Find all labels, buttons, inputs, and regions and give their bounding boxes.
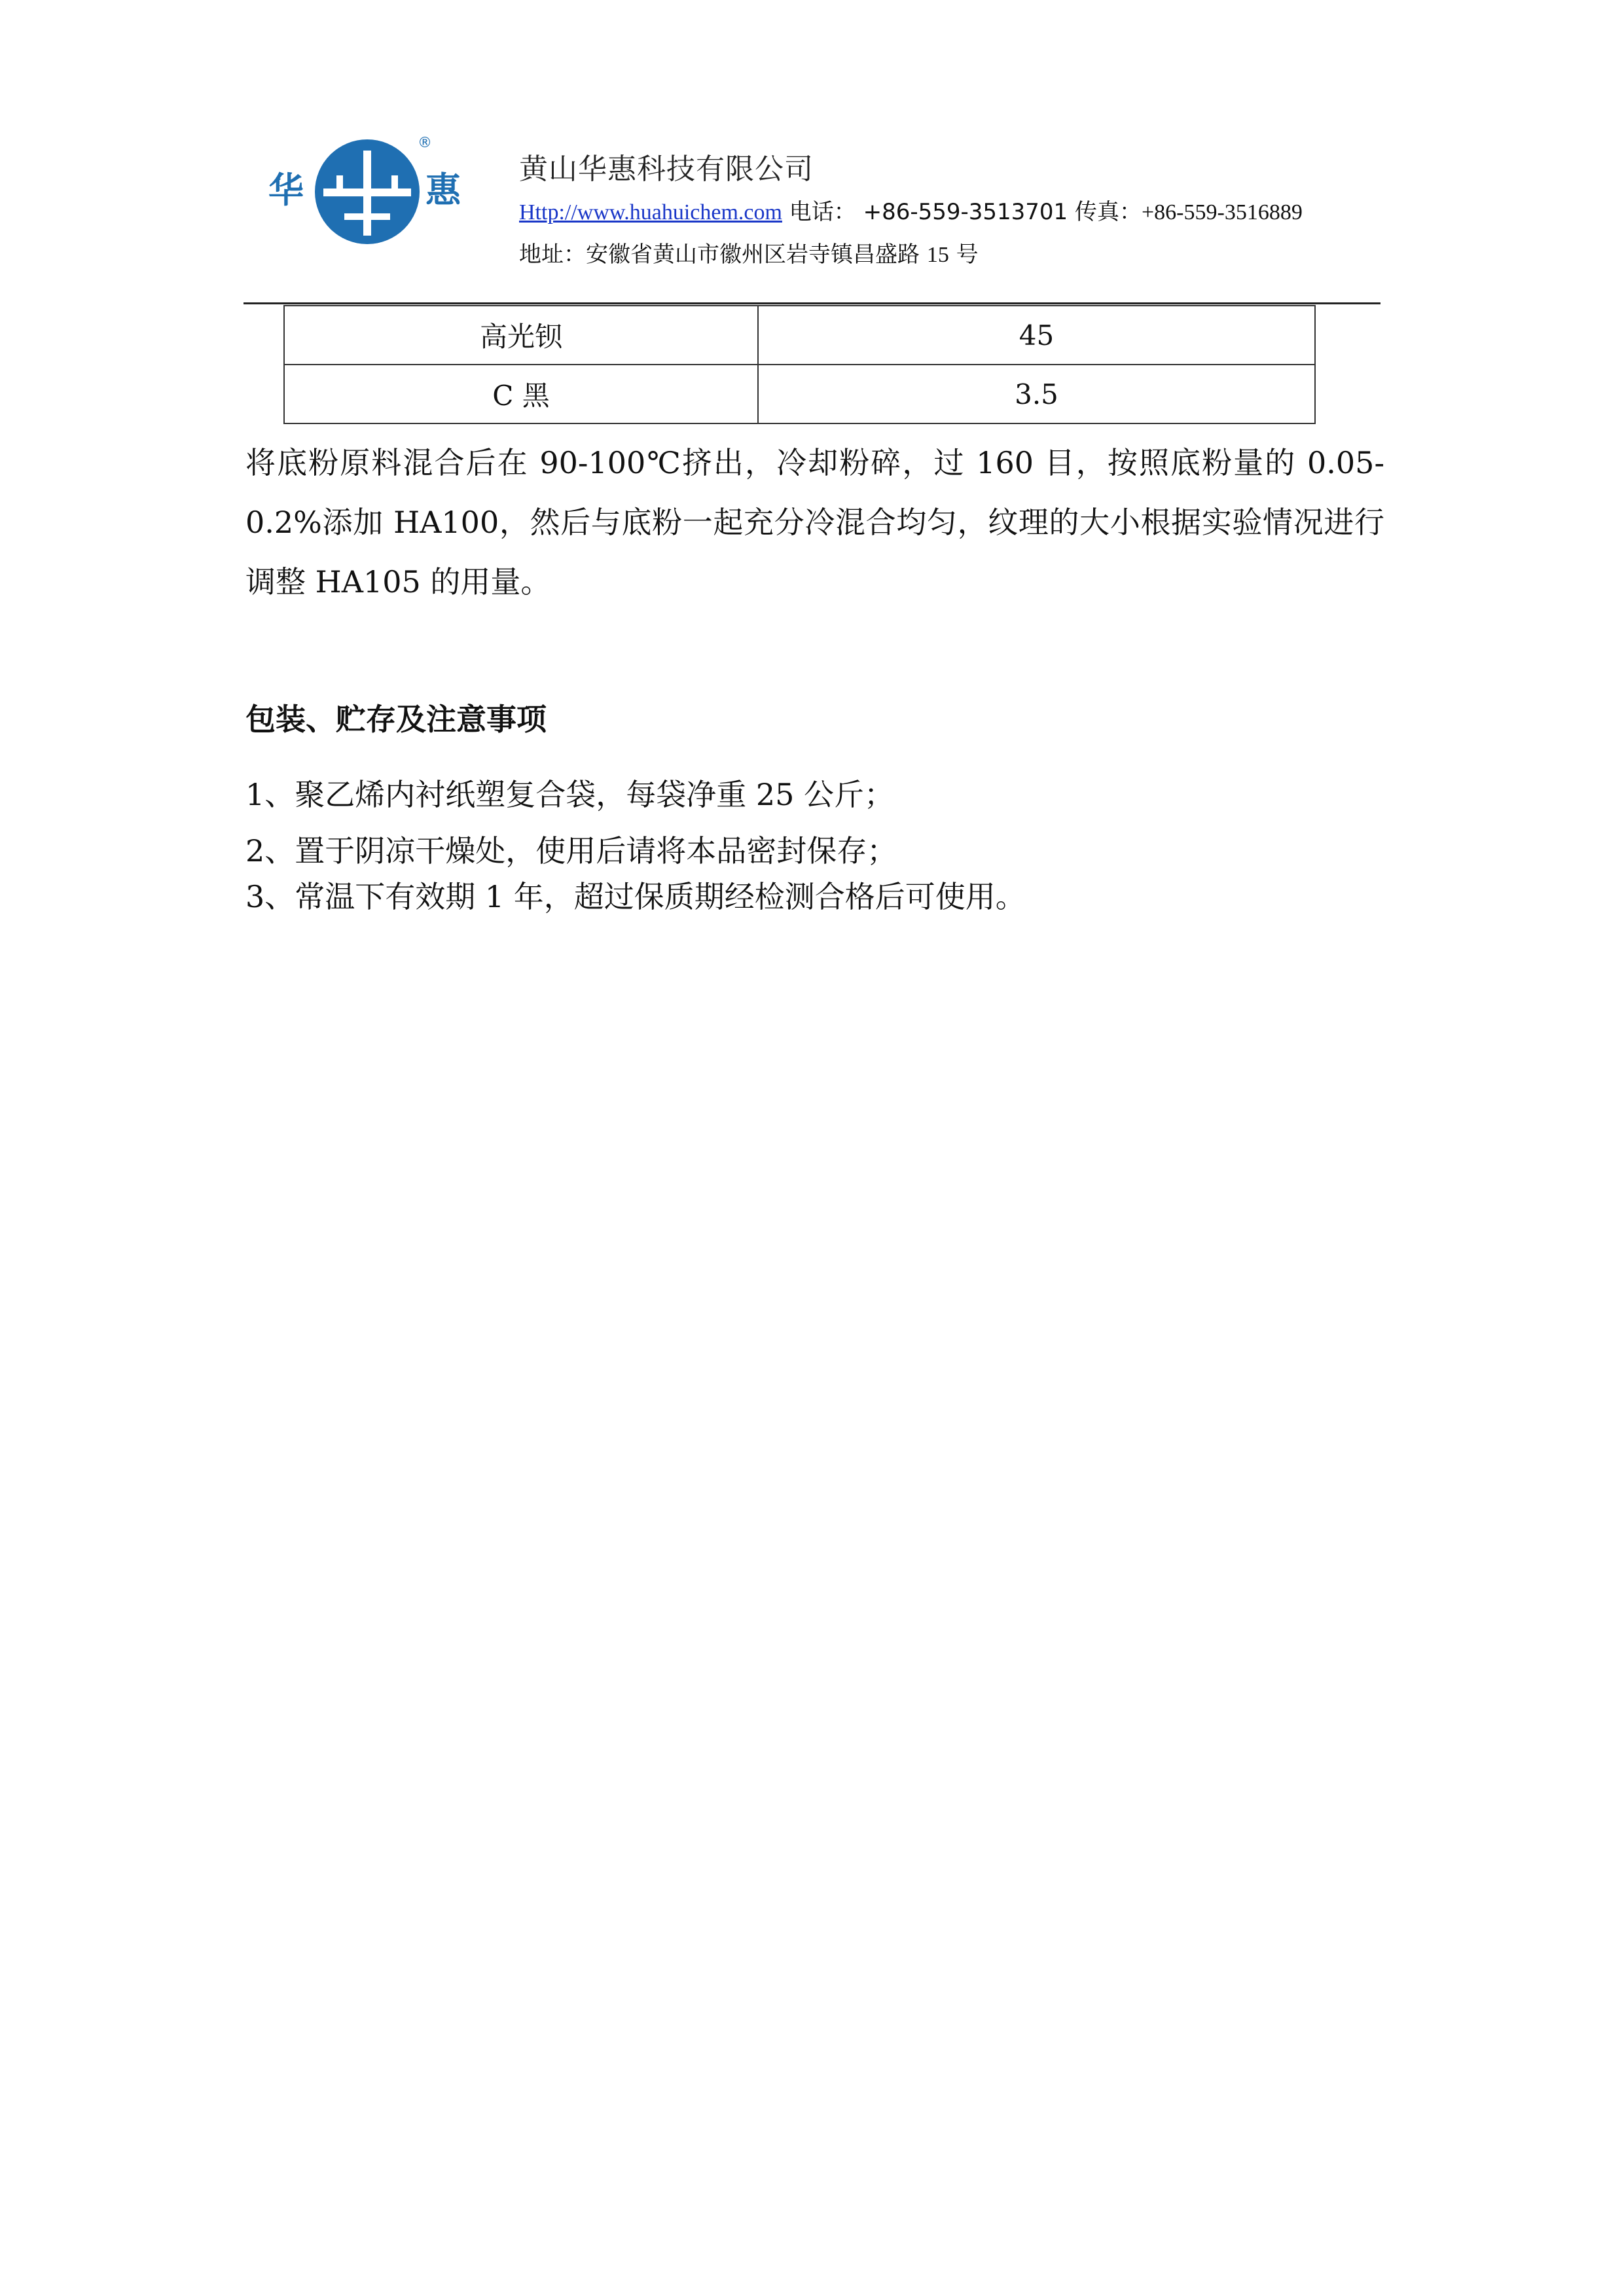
formula-table bbox=[283, 305, 1316, 424]
address-number: 15 bbox=[926, 243, 949, 267]
table-row bbox=[284, 306, 1315, 365]
packaging-section-title: 包装、贮存及注意事项 bbox=[245, 702, 547, 737]
logo-char-hua: 华 bbox=[268, 170, 304, 211]
table-cell-name: 高光钡 bbox=[284, 306, 758, 365]
phone-label: 电话： bbox=[789, 199, 856, 225]
address-line bbox=[519, 236, 979, 268]
table-cell-value: 45 bbox=[758, 306, 1315, 365]
table-cell-name: C 黑 bbox=[284, 365, 758, 423]
company-logo bbox=[262, 131, 471, 255]
list-item: 2、置于阴凉干燥处，使用后请将本品密封保存； bbox=[245, 833, 897, 869]
company-name: 黄山华惠科技有限公司 bbox=[519, 152, 814, 186]
fax-label: 传真： bbox=[1075, 199, 1142, 225]
table-cell-value: 3.5 bbox=[758, 365, 1315, 423]
process-paragraph: 将底粉原料混合后在 90-100℃挤出，冷却粉碎，过 160 目，按照底粉量的 0.05-0.2%添加 HA100，然后与底粉一起充分冷混合均匀，纹理的大小根据实验情况进行调整 HA105 的用量。 bbox=[245, 445, 1384, 600]
address-label: 地址： bbox=[519, 242, 586, 268]
phone-number: +86-559-3513701 bbox=[863, 199, 1068, 225]
logo-char-hui: 惠 bbox=[425, 170, 461, 211]
list-item: 1、聚乙烯内衬纸塑复合袋，每袋净重 25 公斤； bbox=[245, 777, 895, 812]
registered-mark: ® bbox=[418, 135, 432, 151]
logo-emblem-icon bbox=[312, 136, 423, 247]
table-row bbox=[284, 365, 1315, 423]
contact-line bbox=[519, 194, 1303, 226]
address-text: 安徽省黄山市徽州区岩寺镇昌盛路 bbox=[586, 242, 920, 268]
header-divider bbox=[244, 302, 1380, 304]
list-item: 3、常温下有效期 1 年，超过保质期经检测合格后可使用。 bbox=[245, 879, 1026, 914]
website-link[interactable]: Http://www.huahuichem.com bbox=[519, 200, 782, 224]
fax-number: +86-559-3516889 bbox=[1142, 200, 1303, 224]
address-suffix: 号 bbox=[956, 242, 979, 268]
